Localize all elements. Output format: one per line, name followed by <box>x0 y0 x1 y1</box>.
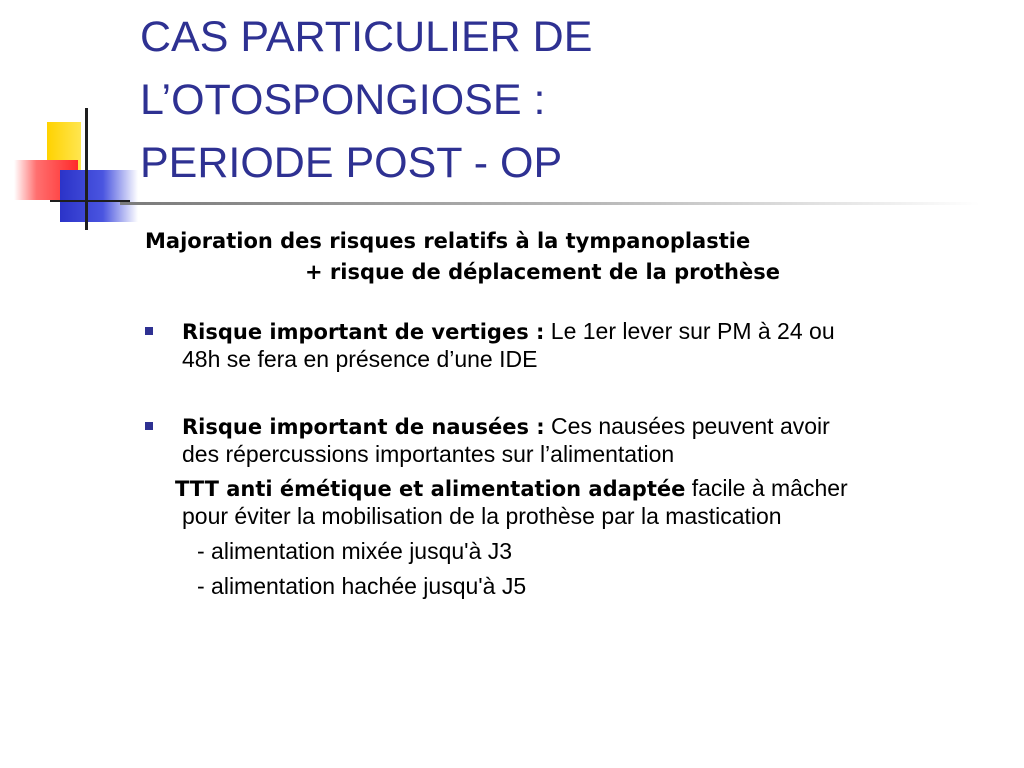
title-divider <box>120 202 980 205</box>
title-line-3: PERIODE POST - OP <box>140 139 563 187</box>
slide-title <box>140 6 1000 195</box>
bullet-nausees <box>145 413 1005 468</box>
lead-line-2: + risque de déplacement de la prothèse <box>305 260 780 284</box>
square-bullet-icon <box>145 327 153 335</box>
bullet-row <box>145 318 1005 373</box>
bullet-row <box>145 413 1005 468</box>
treatment-heading: TTT anti émétique et alimentation adaptée <box>175 477 686 501</box>
bullet-heading: Risque important de vertiges : <box>182 320 545 344</box>
bullet-text-continued: des répercussions importantes sur l’alimentation <box>182 441 675 467</box>
treatment-text-continued: pour éviter la mobilisation de la prothèse par la mastication <box>182 503 782 529</box>
vertical-line <box>85 108 88 230</box>
bullet-text: Le 1er lever sur PM à 24 ou <box>544 318 835 344</box>
bullet-heading: Risque important de nausées : <box>182 415 545 439</box>
blue-square <box>60 170 138 222</box>
bullet-text: Ces nausées peuvent avoir <box>544 413 830 439</box>
treatment-line <box>145 475 1005 503</box>
bullet-vertiges <box>145 318 1005 373</box>
bullet-text-continued: 48h se fera en présence d’une IDE <box>182 346 538 372</box>
title-line-2: L’OTOSPONGIOSE : <box>140 76 546 124</box>
treatment-item-mixee: - alimentation mixée jusqu'à J3 <box>197 538 513 564</box>
horizontal-line <box>50 200 130 202</box>
square-bullet-icon <box>145 422 153 430</box>
slide-body <box>145 226 1005 600</box>
title-line-1: CAS PARTICULIER DE <box>140 13 593 61</box>
treatment-item-hachee: - alimentation hachée jusqu'à J5 <box>197 573 527 599</box>
lead-line-1: Majoration des risques relatifs à la tympanoplastie <box>145 229 751 253</box>
treatment-text: facile à mâcher <box>685 475 848 501</box>
decorative-squares-logo <box>0 100 150 230</box>
